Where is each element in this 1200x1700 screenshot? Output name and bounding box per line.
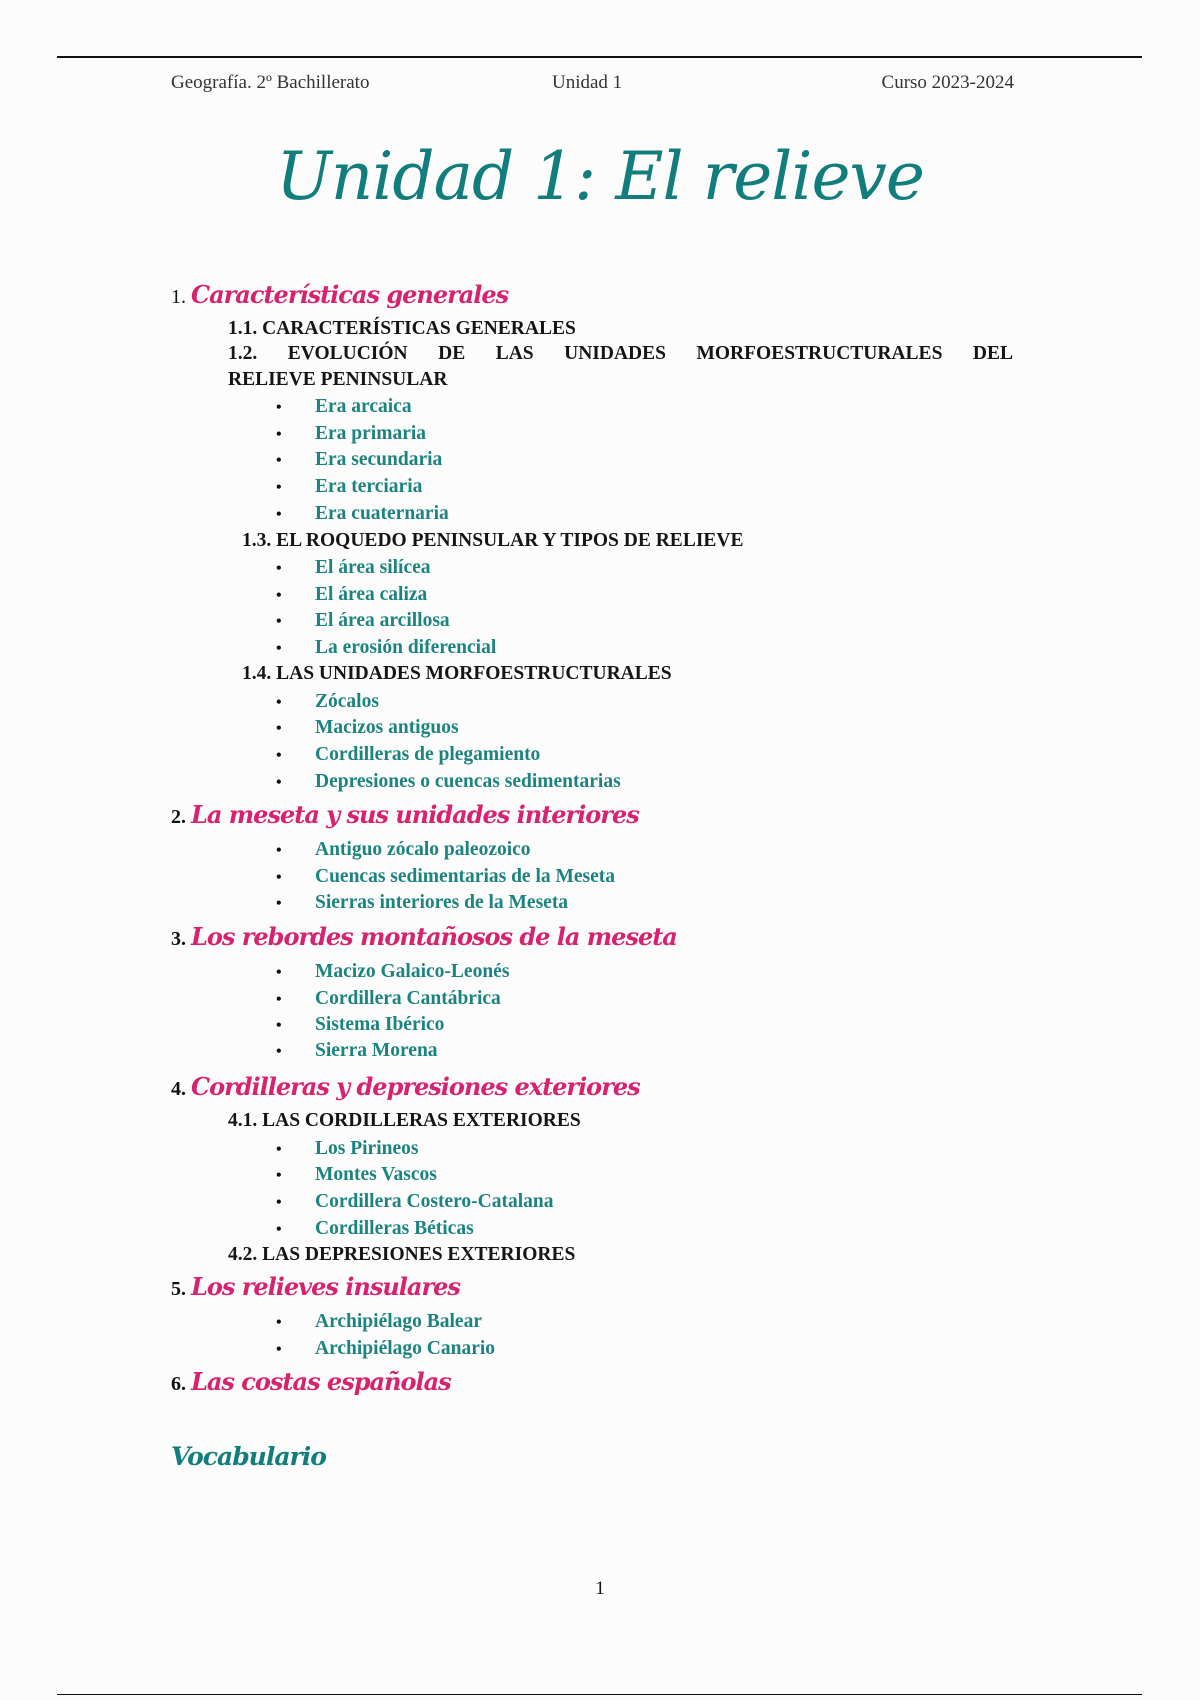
list-item xyxy=(276,396,412,418)
item-label: Depresiones o cuencas sedimentarias xyxy=(315,771,621,792)
subsection-1-1: 1.1. CARACTERÍSTICAS GENERALES xyxy=(228,318,576,339)
bullet: • xyxy=(276,587,282,604)
bullet: • xyxy=(276,506,282,523)
item-label: Los Pirineos xyxy=(315,1138,419,1159)
list-item xyxy=(276,637,496,659)
header-course: Curso 2023-2024 xyxy=(881,72,1014,93)
list-item xyxy=(276,503,449,525)
list-item xyxy=(276,866,615,888)
item-label: Cordilleras de plegamiento xyxy=(315,744,541,765)
list-item xyxy=(276,1338,495,1360)
bullet: • xyxy=(276,426,282,443)
bullet: • xyxy=(276,479,282,496)
section-number: 6. xyxy=(171,1373,186,1395)
subsection-1-2-line1: 1.2. EVOLUCIÓN DE LAS UNIDADES MORFOESTRUCTURALES DEL xyxy=(228,343,1013,364)
list-item xyxy=(276,1138,418,1160)
bullet: • xyxy=(276,720,282,737)
bullet: • xyxy=(276,895,282,912)
item-label: Zócalos xyxy=(315,691,379,712)
item-label: Archipiélago Balear xyxy=(315,1311,482,1332)
item-label: Montes Vascos xyxy=(315,1164,437,1185)
item-label: El área silícea xyxy=(315,557,431,578)
list-item xyxy=(276,691,379,713)
list-item xyxy=(276,771,621,793)
item-label: Antiguo zócalo paleozoico xyxy=(315,839,531,860)
vocabulary-heading: Vocabulario xyxy=(171,1442,326,1471)
bullet: • xyxy=(276,640,282,657)
item-label: Macizos antiguos xyxy=(315,717,459,738)
item-label: Cuencas sedimentarias de la Meseta xyxy=(315,866,616,887)
page-title: Unidad 1: El relieve xyxy=(276,138,924,215)
item-label: La erosión diferencial xyxy=(315,637,497,658)
item-label: Cordilleras Béticas xyxy=(315,1218,474,1239)
header-unit: Unidad 1 xyxy=(552,72,623,93)
item-label: Cordillera Costero-Catalana xyxy=(315,1191,554,1212)
item-label: Era primaria xyxy=(315,423,427,444)
section-number: 5. xyxy=(171,1278,186,1300)
bullet: • xyxy=(276,1314,282,1331)
bullet: • xyxy=(276,842,282,859)
item-label: Era secundaria xyxy=(315,449,443,470)
header-rule xyxy=(57,56,1142,58)
list-item xyxy=(276,717,459,739)
item-label: Archipiélago Canario xyxy=(315,1338,496,1359)
list-item xyxy=(276,449,442,471)
header-subject: Geografía. 2º Bachillerato xyxy=(171,72,370,93)
bullet: • xyxy=(276,694,282,711)
section-title: Las costas españolas xyxy=(191,1367,451,1396)
list-item xyxy=(276,1191,553,1213)
section-5 xyxy=(171,1272,460,1301)
section-title: Cordilleras y depresiones exteriores xyxy=(191,1072,640,1101)
list-item xyxy=(276,584,427,606)
list-item xyxy=(276,423,426,445)
bullet: • xyxy=(276,1194,282,1211)
bullet: • xyxy=(276,399,282,416)
section-4 xyxy=(171,1072,640,1101)
bullet: • xyxy=(276,869,282,886)
list-item xyxy=(276,1164,437,1186)
list-item xyxy=(276,1311,482,1333)
bullet: • xyxy=(276,1341,282,1358)
item-label: Era arcaica xyxy=(315,396,412,417)
subsection-1-4: 1.4. LAS UNIDADES MORFOESTRUCTURALES xyxy=(242,663,672,684)
subsection-1-3: 1.3. EL ROQUEDO PENINSULAR Y TIPOS DE RELIEVE xyxy=(242,530,744,551)
list-item xyxy=(276,610,450,632)
list-item xyxy=(276,961,509,983)
item-label: Sierra Morena xyxy=(315,1040,438,1061)
bullet: • xyxy=(276,964,282,981)
list-item xyxy=(276,1218,474,1240)
section-3 xyxy=(171,922,677,951)
item-label: El área caliza xyxy=(315,584,428,605)
section-number: 4. xyxy=(171,1078,186,1100)
list-item xyxy=(276,1040,438,1062)
bullet: • xyxy=(276,1017,282,1034)
section-title: La meseta y sus unidades interiores xyxy=(191,800,639,829)
bullet: • xyxy=(276,1167,282,1184)
section-1 xyxy=(171,280,508,309)
section-number: 3. xyxy=(171,928,186,950)
bullet: • xyxy=(276,747,282,764)
list-item xyxy=(276,892,568,914)
subsection-4-1: 4.1. LAS CORDILLERAS EXTERIORES xyxy=(228,1110,581,1131)
list-item xyxy=(276,839,531,861)
item-label: Cordillera Cantábrica xyxy=(315,988,501,1009)
bullet: • xyxy=(276,1141,282,1158)
bullet: • xyxy=(276,560,282,577)
list-item xyxy=(276,744,540,766)
item-label: Era terciaria xyxy=(315,476,423,497)
footer-rule xyxy=(57,1694,1142,1695)
section-number: 1. xyxy=(171,286,186,308)
section-2 xyxy=(171,800,639,829)
section-title: Características generales xyxy=(191,280,509,309)
bullet: • xyxy=(276,774,282,791)
list-item xyxy=(276,557,431,579)
bullet: • xyxy=(276,452,282,469)
item-label: Macizo Galaico-Leonés xyxy=(315,961,510,982)
list-item xyxy=(276,988,501,1010)
page-header xyxy=(171,72,1014,98)
item-label: Era cuaternaria xyxy=(315,503,449,524)
bullet: • xyxy=(276,991,282,1008)
list-item xyxy=(276,1014,444,1036)
section-6 xyxy=(171,1367,451,1396)
item-label: Sistema Ibérico xyxy=(315,1014,445,1035)
section-number: 2. xyxy=(171,806,186,828)
section-title: Los relieves insulares xyxy=(191,1272,460,1301)
item-label: Sierras interiores de la Meseta xyxy=(315,892,569,913)
bullet: • xyxy=(276,1221,282,1238)
page-number: 1 xyxy=(595,1578,605,1599)
bullet: • xyxy=(276,1043,282,1060)
subsection-1-2-line2: RELIEVE PENINSULAR xyxy=(228,369,448,390)
item-label: El área arcillosa xyxy=(315,610,450,631)
bullet: • xyxy=(276,613,282,630)
subsection-4-2: 4.2. LAS DEPRESIONES EXTERIORES xyxy=(228,1244,576,1265)
section-title: Los rebordes montañosos de la meseta xyxy=(191,922,677,951)
list-item xyxy=(276,476,422,498)
